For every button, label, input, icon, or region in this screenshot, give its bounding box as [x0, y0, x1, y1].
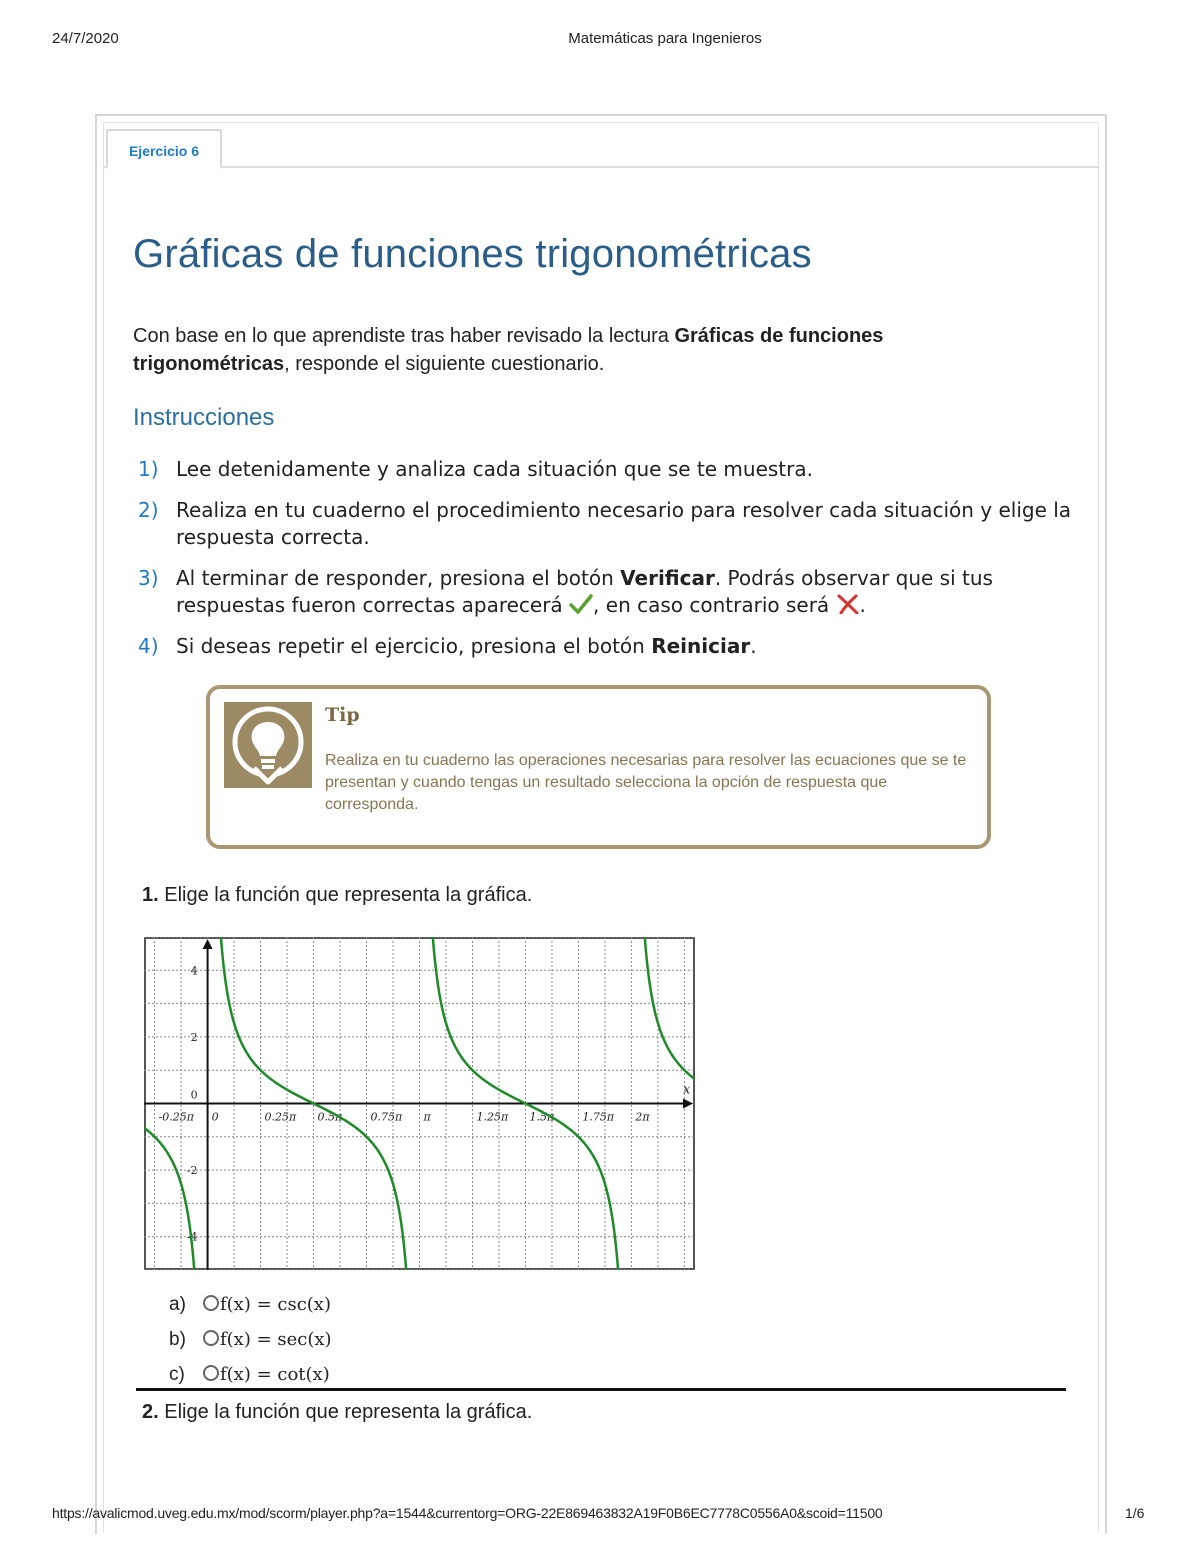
x-tick-label: 1.25π	[476, 1110, 509, 1124]
option-b[interactable]	[169, 1322, 332, 1357]
x-tick-label: 2π	[635, 1110, 650, 1124]
question-number: 2.	[142, 1401, 159, 1423]
question-number: 1.	[142, 884, 159, 906]
step-number: 4)	[138, 634, 159, 658]
option-formula: f(x) = cot(x)	[220, 1364, 330, 1385]
y-tick-label: 0	[190, 1088, 198, 1102]
radio-button[interactable]	[203, 1330, 219, 1346]
tip-body: Realiza en tu cuaderno las operaciones necesarias para resolver las ecuaciones que se te presentan y cuando tengas un resultado selecciona la opción de respuesta que corresponda.	[325, 752, 967, 813]
intro-text-end: , responde el siguiente cuestionario.	[284, 353, 605, 375]
tab-bar	[103, 122, 1099, 168]
x-tick-label: π	[423, 1110, 431, 1124]
option-letter: c)	[169, 1364, 185, 1385]
reading-name: Gráficas de funciones trigonométricas	[133, 325, 884, 375]
print-header	[0, 30, 1200, 50]
intro-text: Con base en lo que aprendiste tras haber revisado la lectura	[133, 325, 675, 347]
y-tick-label: -2	[186, 1164, 198, 1178]
print-date: 24/7/2020	[52, 30, 119, 47]
verify-label: Verificar	[620, 566, 715, 590]
check-icon	[569, 594, 593, 614]
option-letter: b)	[169, 1329, 186, 1350]
function-graph	[144, 937, 695, 1270]
x-tick-label: 0.25π	[264, 1110, 297, 1124]
x-axis-label: x	[683, 1082, 691, 1098]
print-title: Matemáticas para Ingenieros	[568, 30, 762, 47]
question-1	[142, 884, 532, 907]
page-number: 1/6	[1125, 1505, 1145, 1521]
instruction-step	[138, 456, 1078, 483]
radio-button[interactable]	[203, 1365, 219, 1381]
intro-paragraph	[133, 322, 1013, 378]
x-tick-label: -0.25π	[158, 1110, 195, 1124]
reset-label: Reiniciar	[651, 634, 751, 658]
step-text: .	[859, 593, 866, 617]
step-text: Realiza en tu cuaderno el procedimiento necesario para resolver cada situación y elige la respuesta correcta.	[176, 498, 1072, 549]
step-text: Si deseas repetir el ejercicio, presiona el botón	[176, 634, 652, 658]
question-text: Elige la función que representa la gráfica.	[158, 1401, 533, 1423]
x-tick-label: 0.5π	[317, 1110, 343, 1124]
lightbulb-icon	[224, 702, 312, 788]
step-number: 3)	[138, 566, 159, 590]
page-title: Gráficas de funciones trigonométricas	[133, 232, 812, 276]
option-c[interactable]	[169, 1357, 332, 1392]
option-letter: a)	[169, 1294, 186, 1315]
step-text: Lee detenidamente y analiza cada situación que se te muestra.	[176, 457, 813, 481]
question-divider	[136, 1388, 1066, 1391]
radio-button[interactable]	[203, 1295, 219, 1311]
step-number: 2)	[138, 498, 159, 522]
x-tick-label: 0	[211, 1110, 219, 1124]
y-tick-label: 2	[190, 1030, 198, 1044]
instruction-step	[138, 565, 1078, 619]
step-text: Al terminar de responder, presiona el botón	[176, 566, 621, 590]
y-tick-label: -4	[186, 1230, 198, 1244]
x-tick-label: 0.75π	[370, 1110, 403, 1124]
x-tick-label: 1.75π	[582, 1110, 615, 1124]
cross-icon	[836, 594, 860, 614]
tip-heading: Tip	[325, 704, 360, 726]
step-text: , en caso contrario será	[593, 593, 836, 617]
question-2	[142, 1401, 532, 1424]
instruction-step	[138, 633, 1078, 660]
x-tick-label: 1.5π	[529, 1110, 555, 1124]
option-formula: f(x) = sec(x)	[220, 1329, 332, 1350]
instruction-step	[138, 497, 1078, 551]
instructions-list	[138, 456, 1078, 674]
answer-options	[169, 1287, 332, 1392]
question-text: Elige la función que representa la gráfica.	[158, 884, 533, 906]
step-text: . Podrás observar que si tus respuestas fueron correctas aparecerá	[176, 566, 993, 617]
step-number: 1)	[138, 457, 159, 481]
instructions-heading: Instrucciones	[133, 404, 275, 431]
y-tick-label: 4	[190, 964, 198, 978]
print-url: https://avalicmod.uveg.edu.mx/mod/scorm/player.php?a=1544&currentorg=ORG-22E869463832A19F0B6EC7778C0556A0&scoid=11500	[52, 1505, 883, 1521]
step-text: .	[750, 634, 757, 658]
option-formula: f(x) = csc(x)	[220, 1294, 331, 1315]
tab-ejercicio-6[interactable]: Ejercicio 6	[106, 129, 222, 169]
option-a[interactable]	[169, 1287, 332, 1322]
